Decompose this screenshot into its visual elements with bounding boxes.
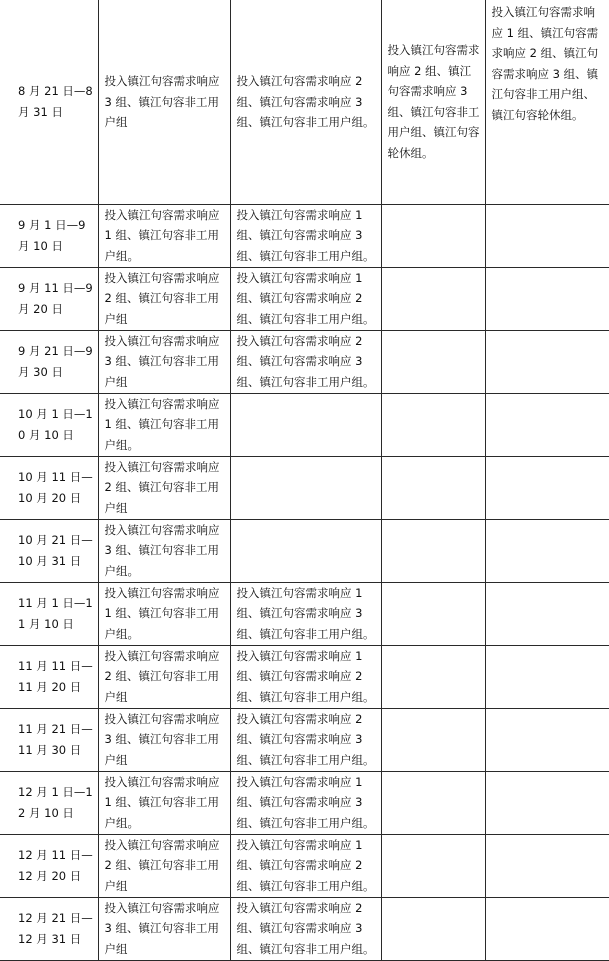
date-range-cell: 9 月 1 日—9 月 10 日: [0, 204, 98, 267]
table-row: [0, 834, 609, 897]
table-row: [0, 204, 609, 267]
date-range-cell: 9 月 21 日—9 月 30 日: [0, 330, 98, 393]
plan-cell-3: [381, 771, 485, 834]
table-row: [0, 582, 609, 645]
date-range-cell: 8 月 21 日—8 月 31 日: [0, 0, 98, 204]
date-range-cell: 12 月 21 日—12 月 31 日: [0, 897, 98, 960]
plan-cell-2: 投入镇江句容需求响应 2 组、镇江句容需求响应 3 组、镇江句容非工用户组。: [230, 0, 381, 204]
plan-cell-4: [485, 393, 609, 456]
plan-cell-2: [230, 519, 381, 582]
plan-cell-1: 投入镇江句容需求响应 1 组、镇江句容非工用户组。: [98, 582, 230, 645]
plan-cell-1: 投入镇江句容需求响应 1 组、镇江句容非工用户组。: [98, 204, 230, 267]
plan-cell-4: [485, 645, 609, 708]
plan-cell-1: 投入镇江句容需求响应 1 组、镇江句容非工用户组。: [98, 393, 230, 456]
plan-cell-2: 投入镇江句容需求响应 1 组、镇江句容需求响应 3 组、镇江句容非工用户组。: [230, 582, 381, 645]
plan-cell-3: 投入镇江句容需求响应 2 组、镇江句容需求响应 3 组、镇江句容非工用户组、镇江句容轮休组。: [381, 0, 485, 204]
plan-cell-3: [381, 645, 485, 708]
plan-cell-3: [381, 204, 485, 267]
table-row: [0, 645, 609, 708]
plan-cell-4: [485, 330, 609, 393]
plan-cell-1: 投入镇江句容需求响应 3 组、镇江句容非工用户组: [98, 897, 230, 960]
plan-cell-2: 投入镇江句容需求响应 1 组、镇江句容需求响应 3 组、镇江句容非工用户组。: [230, 771, 381, 834]
date-range-cell: 12 月 11 日—12 月 20 日: [0, 834, 98, 897]
plan-cell-4: [485, 204, 609, 267]
plan-cell-3: [381, 330, 485, 393]
plan-cell-2: [230, 456, 381, 519]
plan-cell-1: 投入镇江句容需求响应 2 组、镇江句容非工用户组: [98, 645, 230, 708]
plan-cell-4: 投入镇江句容需求响应 1 组、镇江句容需求响应 2 组、镇江句容需求响应 3 组、镇江句容非工用户组、镇江句容轮休组。: [485, 0, 609, 204]
plan-cell-1: 投入镇江句容需求响应 3 组、镇江句容非工用户组: [98, 330, 230, 393]
plan-cell-2: 投入镇江句容需求响应 2 组、镇江句容需求响应 3 组、镇江句容非工用户组。: [230, 708, 381, 771]
table-row: [0, 708, 609, 771]
plan-cell-1: 投入镇江句容需求响应 2 组、镇江句容非工用户组: [98, 267, 230, 330]
plan-cell-4: [485, 456, 609, 519]
plan-cell-4: [485, 771, 609, 834]
table-row: [0, 330, 609, 393]
plan-cell-4: [485, 834, 609, 897]
plan-cell-2: 投入镇江句容需求响应 1 组、镇江句容需求响应 2 组、镇江句容非工用户组。: [230, 267, 381, 330]
plan-cell-4: [485, 897, 609, 960]
plan-cell-2: [230, 393, 381, 456]
plan-cell-4: [485, 582, 609, 645]
plan-cell-3: [381, 519, 485, 582]
date-range-cell: 11 月 11 日—11 月 20 日: [0, 645, 98, 708]
date-range-cell: 12 月 1 日—12 月 10 日: [0, 771, 98, 834]
plan-cell-3: [381, 834, 485, 897]
table-row: [0, 897, 609, 960]
plan-cell-2: 投入镇江句容需求响应 1 组、镇江句容需求响应 2 组、镇江句容非工用户组。: [230, 645, 381, 708]
date-range-cell: 10 月 11 日—10 月 20 日: [0, 456, 98, 519]
plan-cell-4: [485, 519, 609, 582]
date-range-cell: 9 月 11 日—9 月 20 日: [0, 267, 98, 330]
plan-cell-3: [381, 393, 485, 456]
table-row: [0, 267, 609, 330]
table-row: [0, 0, 609, 204]
date-range-cell: 11 月 1 日—11 月 10 日: [0, 582, 98, 645]
plan-cell-2: 投入镇江句容需求响应 1 组、镇江句容需求响应 2 组、镇江句容非工用户组。: [230, 834, 381, 897]
plan-cell-1: 投入镇江句容需求响应 3 组、镇江句容非工用户组。: [98, 519, 230, 582]
plan-cell-1: 投入镇江句容需求响应 1 组、镇江句容非工用户组。: [98, 771, 230, 834]
date-range-cell: 10 月 21 日—10 月 31 日: [0, 519, 98, 582]
plan-cell-2: 投入镇江句容需求响应 1 组、镇江句容需求响应 3 组、镇江句容非工用户组。: [230, 204, 381, 267]
table-row: [0, 456, 609, 519]
plan-cell-1: 投入镇江句容需求响应 2 组、镇江句容非工用户组: [98, 456, 230, 519]
plan-cell-3: [381, 582, 485, 645]
plan-cell-1: 投入镇江句容需求响应 2 组、镇江句容非工用户组: [98, 834, 230, 897]
date-range-cell: 10 月 1 日—10 月 10 日: [0, 393, 98, 456]
plan-cell-4: [485, 267, 609, 330]
table-row: [0, 519, 609, 582]
table-row: [0, 771, 609, 834]
plan-cell-2: 投入镇江句容需求响应 2 组、镇江句容需求响应 3 组、镇江句容非工用户组。: [230, 897, 381, 960]
table-row: [0, 393, 609, 456]
plan-cell-1: 投入镇江句容需求响应 3 组、镇江句容非工用户组: [98, 0, 230, 204]
date-range-cell: 11 月 21 日—11 月 30 日: [0, 708, 98, 771]
plan-cell-3: [381, 456, 485, 519]
plan-cell-3: [381, 708, 485, 771]
plan-cell-3: [381, 267, 485, 330]
plan-cell-2: 投入镇江句容需求响应 2 组、镇江句容需求响应 3 组、镇江句容非工用户组。: [230, 330, 381, 393]
plan-cell-1: 投入镇江句容需求响应 3 组、镇江句容非工用户组: [98, 708, 230, 771]
plan-cell-3: [381, 897, 485, 960]
plan-cell-4: [485, 708, 609, 771]
